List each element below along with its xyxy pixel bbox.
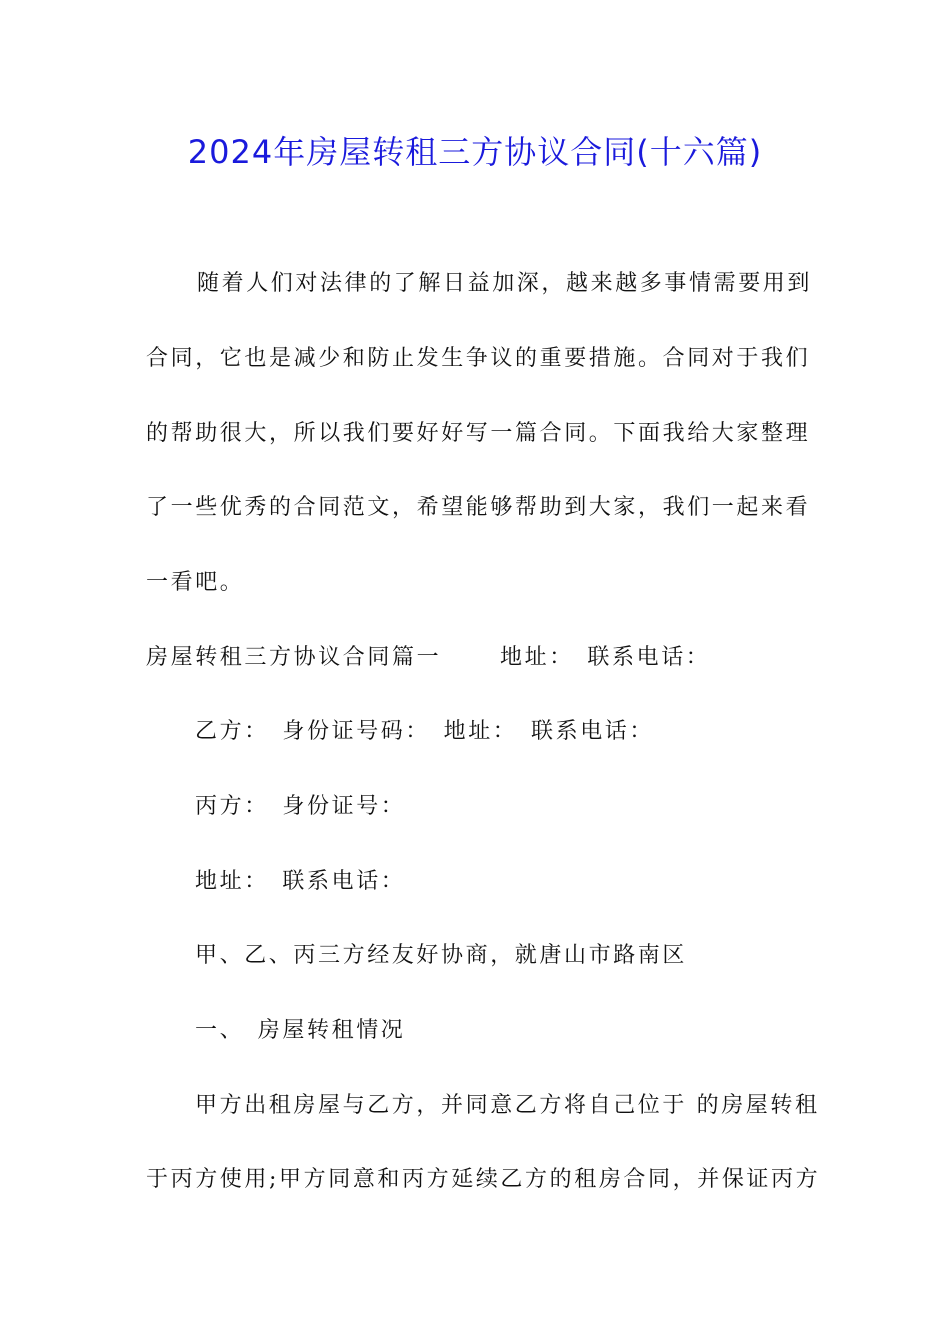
party-b-line: 乙方： 身份证号码： 地址： 联系电话： xyxy=(195,719,655,744)
intro-line-5: 一看吧。 xyxy=(146,570,245,595)
agreement-line: 甲、乙、丙三方经友好协商，就唐山市路南区 xyxy=(195,943,688,968)
party-c-line: 丙方： 身份证号： xyxy=(195,794,406,819)
address-phone-line: 地址： 联系电话： xyxy=(195,869,406,894)
section-heading: 房屋转租三方协议合同篇一 地址： 联系电话： xyxy=(146,645,711,670)
intro-line-1: 随着人们对法律的了解日益加深，越来越多事情需要用到 xyxy=(197,271,813,296)
document-title: 2024年房屋转租三方协议合同(十六篇) xyxy=(187,133,763,171)
clause-one-heading: 一、 房屋转租情况 xyxy=(195,1018,406,1043)
intro-line-4: 了一些优秀的合同范文，希望能够帮助到大家，我们一起来看 xyxy=(146,495,811,520)
clause-one-line-2: 于丙方使用;甲方同意和丙方延续乙方的租房合同，并保证丙方 xyxy=(146,1167,821,1192)
clause-one-line-1: 甲方出租房屋与乙方，并同意乙方将自己位于 的房屋转租 xyxy=(195,1093,820,1118)
intro-line-3: 的帮助很大，所以我们要好好写一篇合同。下面我给大家整理 xyxy=(146,421,811,446)
intro-line-2: 合同，它也是减少和防止发生争议的重要措施。合同对于我们 xyxy=(146,346,811,371)
